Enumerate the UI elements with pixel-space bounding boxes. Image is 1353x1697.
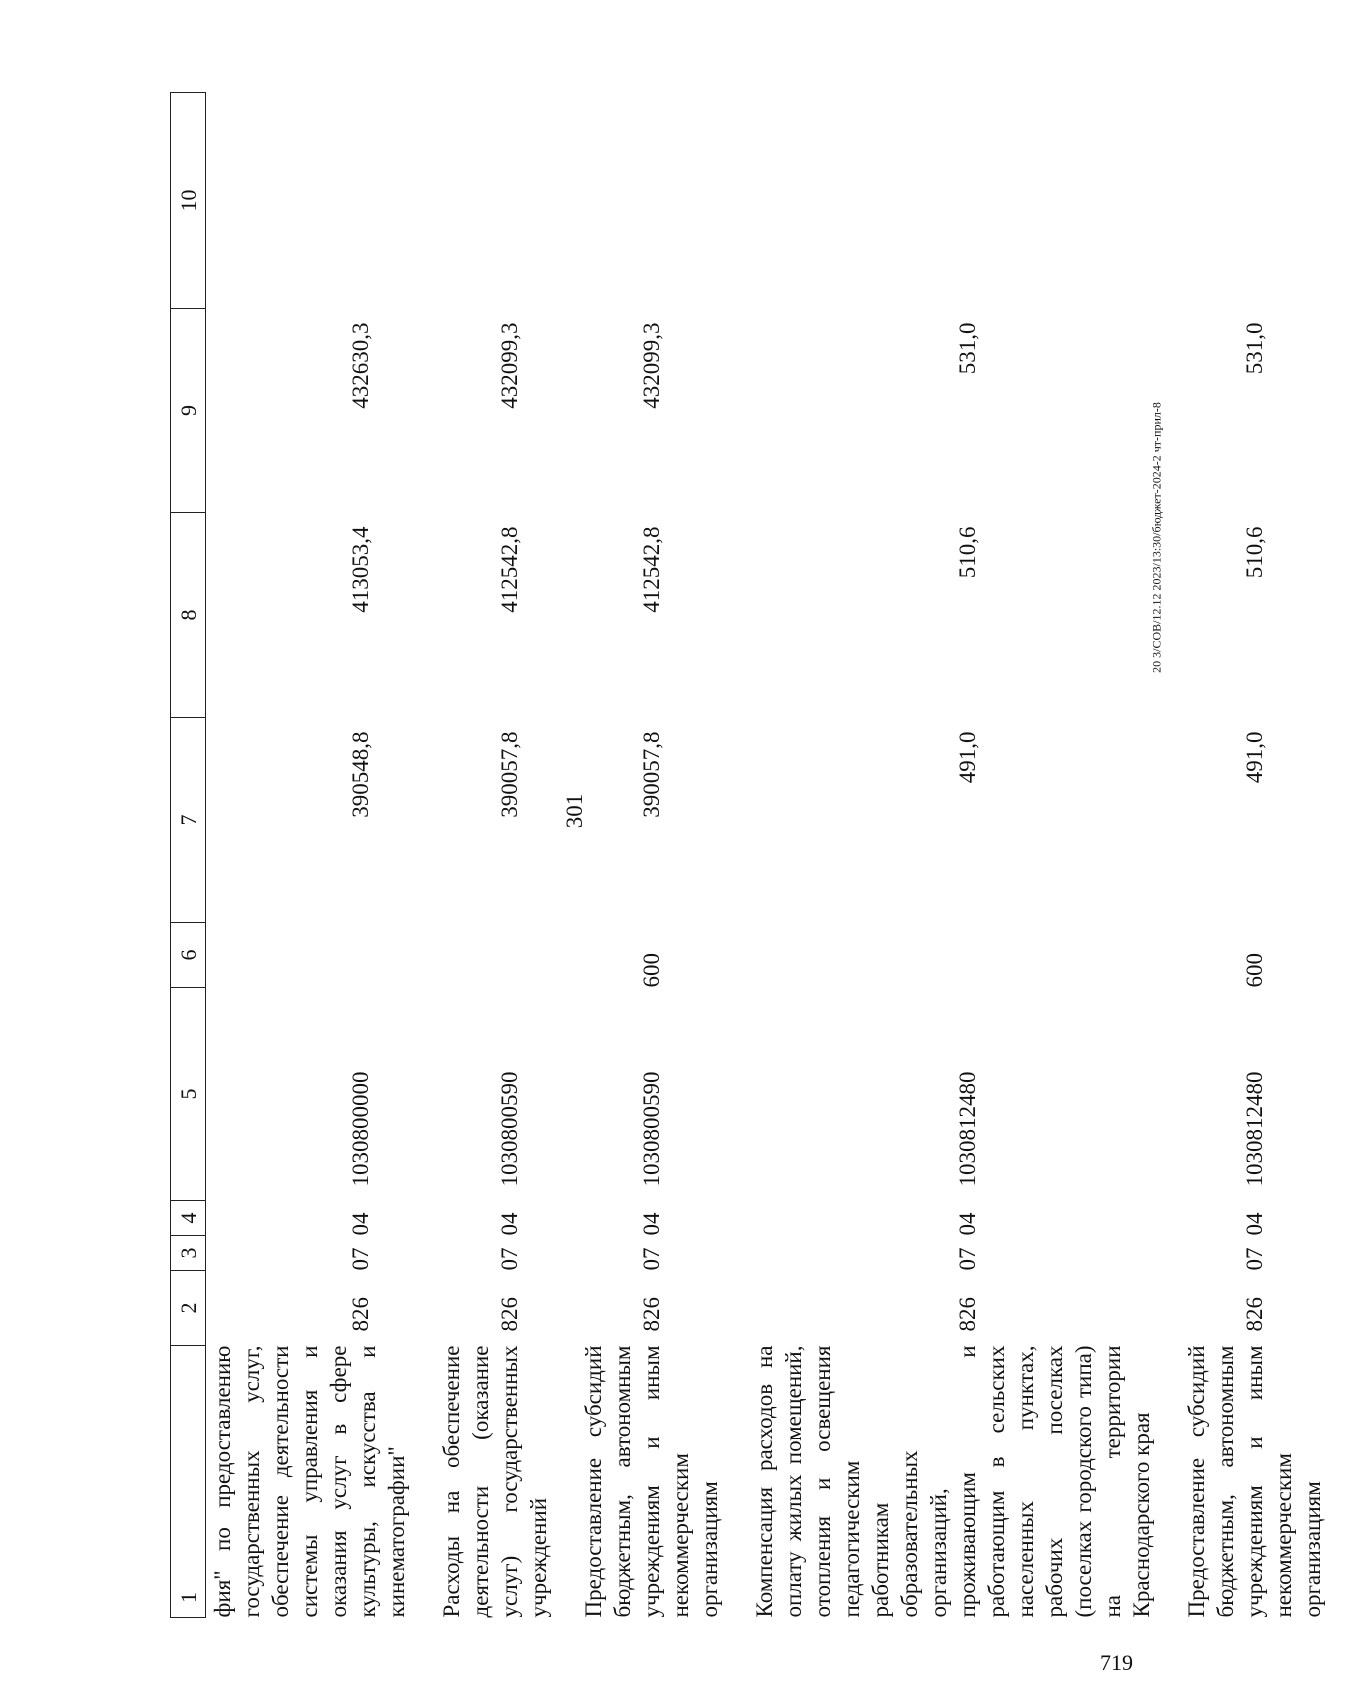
row-name: Расходы на обеспечение деятельности (оказание услуг) государственных учреждений xyxy=(439,1345,551,1618)
cell-c5: 04 xyxy=(497,1212,522,1236)
cell-c7: 600 xyxy=(1242,953,1267,988)
row-name: Предоставление субсидий бюджетным, автономным учреждениям и иным некоммерческим организациям xyxy=(581,1345,722,1618)
cell-c5: 04 xyxy=(1242,1212,1267,1236)
cell-c9: 510,6 xyxy=(1242,526,1267,579)
cell-c7 xyxy=(750,923,1182,988)
table-row xyxy=(750,93,1182,1618)
cell-c4: 07 xyxy=(348,1247,373,1271)
row-name: Компенсация расходов на оплату жилых помещений, отопления и освещения педагогическим работникам образовательных организаций, проживающим и работающим в сельских населенных пунктах, рабочих поселках (поселках городского типа) на территории Краснодарского края xyxy=(752,1345,1154,1618)
header-cell: 5 xyxy=(171,988,206,1201)
cell-c8: 390057,8 xyxy=(639,731,664,818)
cell-c6: 1030800590 xyxy=(497,1071,522,1187)
cell-c6: 1030800000 xyxy=(348,1071,373,1187)
cell-c10: 531,0 xyxy=(955,322,980,375)
page-number: 301 xyxy=(562,793,587,829)
cell-c4: 07 xyxy=(497,1247,522,1271)
cell-c8: 491,0 xyxy=(955,731,980,784)
table-row xyxy=(1182,93,1353,1618)
cell-c10: 432630,3 xyxy=(348,322,373,409)
header-cell: 1 xyxy=(171,1346,206,1618)
header-cell: 4 xyxy=(171,1201,206,1236)
cell-c5: 04 xyxy=(955,1212,980,1236)
cell-c6: 1030812480 xyxy=(955,1071,980,1187)
cell-c4: 07 xyxy=(1242,1247,1267,1271)
cell-c8: 390548,8 xyxy=(348,731,373,818)
cell-c8: 390057,8 xyxy=(497,731,522,818)
header-row xyxy=(171,93,206,1618)
cell-c3: 826 xyxy=(497,1297,522,1332)
cell-c7 xyxy=(437,923,579,988)
cell-c5: 04 xyxy=(639,1212,664,1236)
cell-c6: 1030812480 xyxy=(1242,1071,1267,1187)
header-cell: 10 xyxy=(171,93,206,309)
cell-c5: 04 xyxy=(348,1212,373,1236)
cell-c4: 07 xyxy=(639,1247,664,1271)
cell-c9: 412542,8 xyxy=(497,526,522,613)
table-row xyxy=(437,93,579,1618)
cell-c6: 1030800590 xyxy=(639,1071,664,1187)
cell-c9: 413053,4 xyxy=(348,526,373,613)
row-name: фия" по предоставлению государственных услуг, обеспечение деятельности системы управления и оказания услуг в сфере культуры, искусства и кинематографии" xyxy=(210,1345,409,1618)
budget-table xyxy=(170,92,1353,1618)
row-name: Предоставление субсидий бюджетным, автономным учреждениям и иным некоммерческим организациям xyxy=(1184,1345,1325,1618)
footer-code-anchor xyxy=(1149,402,1164,673)
header-cell: 3 xyxy=(171,1236,206,1271)
cell-c9: 412542,8 xyxy=(639,526,664,613)
header-cell: 9 xyxy=(171,309,206,513)
cell-c9: 510,6 xyxy=(955,526,980,579)
cell-c10: 531,0 xyxy=(1242,322,1267,375)
cell-c3: 826 xyxy=(639,1297,664,1332)
header-cell: 6 xyxy=(171,923,206,988)
header-cell: 2 xyxy=(171,1271,206,1346)
cell-c3: 826 xyxy=(1242,1297,1267,1332)
rotated-page xyxy=(170,93,1325,1618)
cell-c3: 826 xyxy=(348,1297,373,1332)
header-cell: 8 xyxy=(171,513,206,718)
table-row xyxy=(206,93,438,1618)
cell-c10: 432099,3 xyxy=(639,322,664,409)
cell-c4: 07 xyxy=(955,1247,980,1271)
cell-c7: 600 xyxy=(639,953,664,988)
table-row xyxy=(579,93,750,1618)
cell-c7 xyxy=(206,923,438,988)
corner-page-number: 719 xyxy=(1100,1650,1133,1675)
cell-c8: 491,0 xyxy=(1242,731,1267,784)
cell-c10: 432099,3 xyxy=(497,322,522,409)
header-cell: 7 xyxy=(171,718,206,923)
footer-code: 20 3/СОВ/12.12 2023/13:30/бюджет-2024-2 чт-прил-8 xyxy=(1149,402,1164,673)
cell-c3: 826 xyxy=(955,1297,980,1332)
